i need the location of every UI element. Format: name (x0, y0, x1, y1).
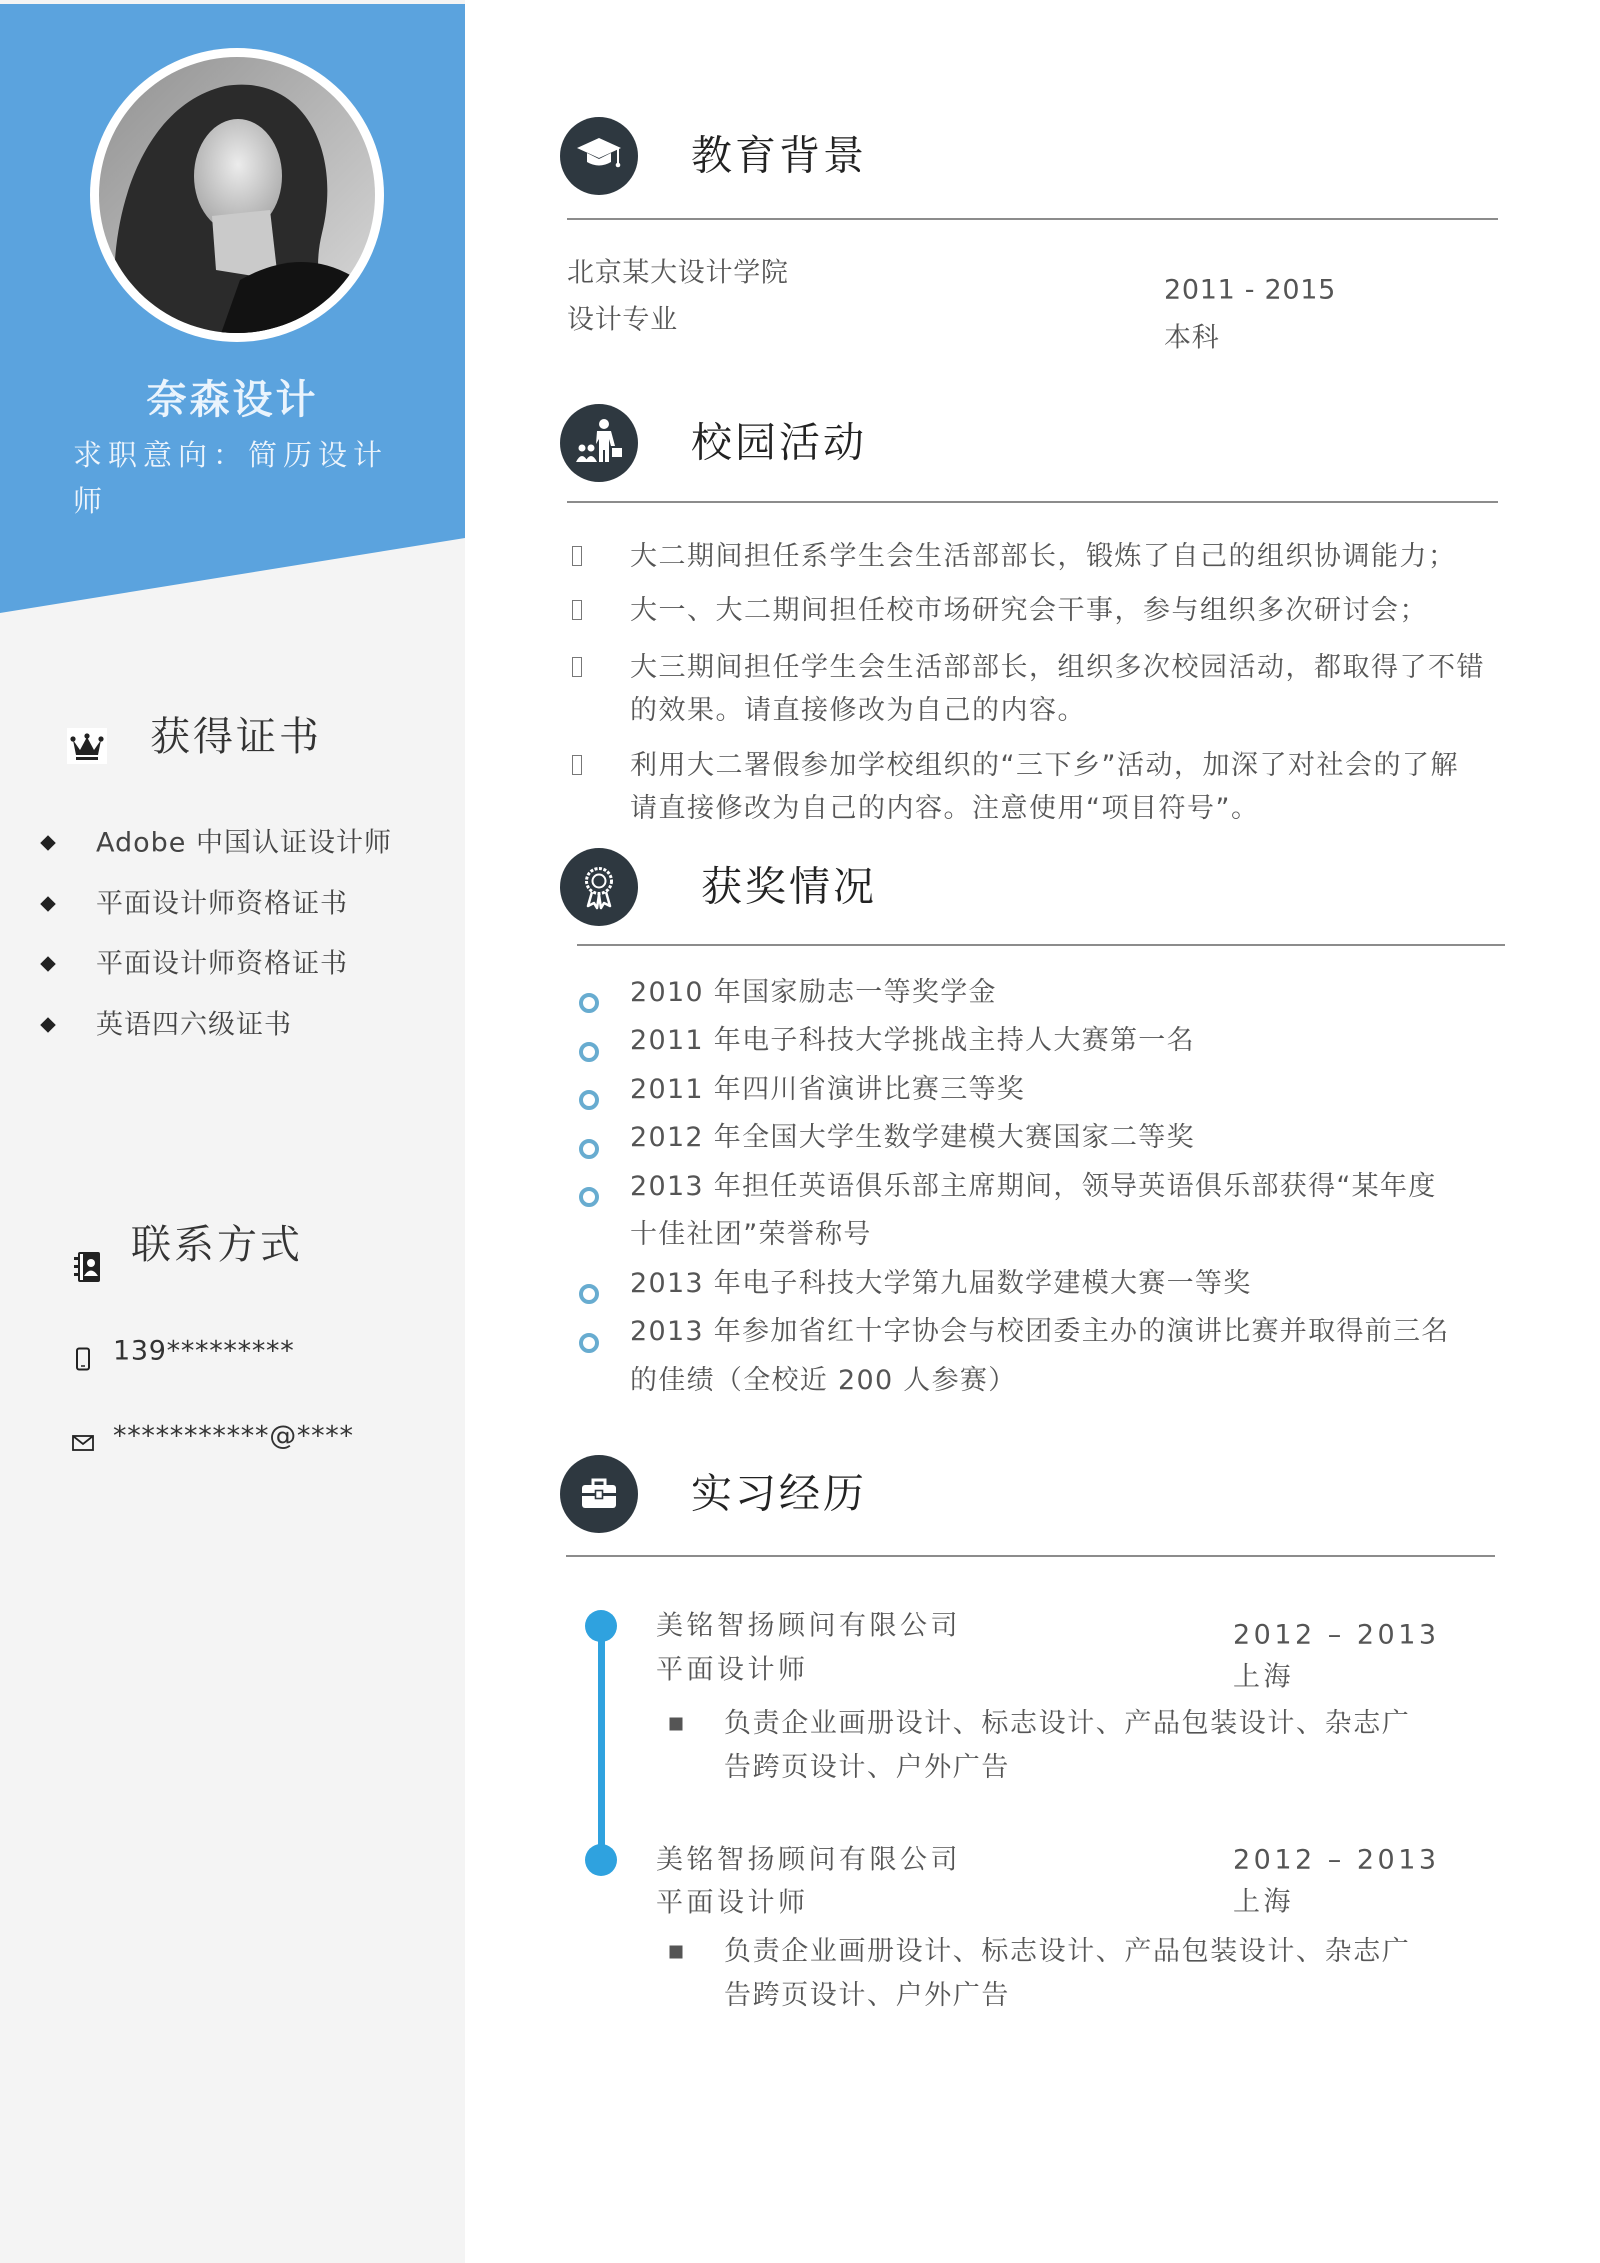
awards-list (577, 969, 1517, 1406)
certificate-item: Adobe 中国认证设计师 (96, 827, 392, 859)
section-divider (577, 944, 1505, 946)
duty-text: 告跨页设计、户外广告 (724, 1752, 1010, 1783)
award-text: 2011 年四川省演讲比赛三等奖 (630, 1073, 1026, 1105)
internships-title: 实习经历 (691, 1469, 867, 1518)
section-divider (567, 501, 1498, 503)
crown-icon (67, 728, 107, 764)
award-item (577, 1066, 1517, 1115)
major: 设计专业 (567, 304, 678, 336)
internship-years: 2012 – 2013 (1233, 1619, 1440, 1651)
internship-location: 上海 (1233, 1661, 1294, 1693)
award-text: 的佳绩（全校近 200 人参赛） (630, 1364, 1017, 1396)
ring-bullet-icon (579, 1090, 599, 1110)
company-name: 美铭智扬顾问有限公司 (656, 1610, 961, 1642)
award-item (577, 1114, 1517, 1163)
award-text: 2013 年担任英语俱乐部主席期间，领导英语俱乐部获得“某年度 (630, 1170, 1437, 1202)
duty-text: 负责企业画册设计、标志设计、产品包装设计、杂志广 (724, 1708, 1411, 1739)
activity-text: 大二期间担任系学生会生活部部长，锻炼了自己的组织协调能力； (630, 540, 1457, 572)
certificate-item: 平面设计师资格证书 (96, 948, 348, 980)
duty-description (724, 1930, 1410, 2018)
company-name: 美铭智扬顾问有限公司 (656, 1844, 961, 1876)
education-years: 2011 - 2015 (1164, 274, 1337, 306)
certificates-title: 获得证书 (150, 714, 322, 760)
award-text: 2011 年电子科技大学挑战主持人大赛第一名 (630, 1025, 1195, 1057)
candidate-name: 奈森设计 (146, 377, 319, 423)
activity-text: 大三期间担任学生会生活部部长，组织多次校园活动，都取得了不错 (630, 651, 1485, 683)
timeline-dot (585, 1844, 617, 1876)
school-name: 北京某大设计学院 (567, 257, 789, 289)
award-text: 2012 年全国大学生数学建模大赛国家二等奖 (630, 1122, 1195, 1154)
awards-title: 获奖情况 (701, 862, 877, 911)
ring-bullet-icon (579, 1042, 599, 1062)
medal-icon (560, 848, 638, 926)
email-address: ***********@**** (113, 1420, 354, 1452)
timeline-dot (585, 1610, 617, 1642)
award-item (577, 1260, 1517, 1309)
ring-bullet-icon (579, 1333, 599, 1353)
job-role: 平面设计师 (656, 1887, 809, 1919)
timeline (598, 1626, 605, 1860)
activity-item (572, 589, 1532, 632)
ring-bullet-icon (579, 993, 599, 1013)
award-item (577, 1017, 1517, 1066)
envelope-icon (71, 1434, 95, 1452)
square-bullet-icon (670, 1718, 683, 1731)
ring-bullet-icon (579, 1284, 599, 1304)
bullet-icon (572, 600, 582, 620)
internship-years: 2012 – 2013 (1233, 1844, 1440, 1876)
activity-item (572, 535, 1532, 578)
degree: 本科 (1164, 322, 1220, 354)
presentation-icon (560, 404, 638, 482)
certificate-item: 平面设计师资格证书 (96, 888, 348, 920)
activities-title: 校园活动 (691, 418, 867, 467)
graduation-cap-icon (560, 117, 638, 195)
activity-item (572, 744, 1532, 830)
activity-text: 大一、大二期间担任校市场研究会干事，参与组织多次研讨会； (630, 594, 1428, 626)
bullet-icon (572, 657, 582, 677)
ring-bullet-icon (579, 1187, 599, 1207)
activity-text: 的效果。请直接修改为自己的内容。 (630, 694, 1086, 726)
contact-book-icon (71, 1250, 103, 1284)
contact-title: 联系方式 (131, 1222, 303, 1268)
square-bullet-icon (670, 1946, 683, 1959)
avatar (90, 48, 384, 342)
job-role: 平面设计师 (656, 1654, 809, 1686)
activity-text: 请直接修改为自己的内容。注意使用“项目符号”。 (630, 792, 1260, 824)
phone-icon (75, 1347, 91, 1371)
duty-text: 负责企业画册设计、标志设计、产品包装设计、杂志广 (724, 1936, 1411, 1967)
award-item (577, 1163, 1517, 1260)
job-objective: 求职意向：简历设计师 (73, 438, 389, 518)
activity-item (572, 646, 1532, 732)
bullet-icon (572, 546, 582, 566)
ring-bullet-icon (579, 1139, 599, 1159)
duty-description (724, 1702, 1410, 1790)
award-text: 2013 年电子科技大学第九届数学建模大赛一等奖 (630, 1267, 1252, 1299)
phone-number: 139********* (113, 1335, 295, 1367)
section-divider (566, 1555, 1495, 1557)
award-text: 2013 年参加省红十字协会与校团委主办的演讲比赛并取得前三名 (630, 1316, 1450, 1348)
certificate-item: 英语四六级证书 (96, 1009, 292, 1041)
education-title: 教育背景 (691, 131, 867, 180)
award-item (577, 1308, 1517, 1405)
internship-location: 上海 (1233, 1886, 1294, 1918)
award-text: 2010 年国家励志一等奖学金 (630, 976, 997, 1008)
duty-text: 告跨页设计、户外广告 (724, 1980, 1010, 2011)
activity-text: 利用大二署假参加学校组织的“三下乡”活动，加深了对社会的了解 (630, 749, 1459, 781)
award-item (577, 969, 1517, 1018)
section-divider (567, 218, 1498, 220)
award-text: 十佳社团”荣誉称号 (630, 1219, 872, 1251)
bullet-icon (572, 755, 582, 775)
briefcase-icon (560, 1455, 638, 1533)
